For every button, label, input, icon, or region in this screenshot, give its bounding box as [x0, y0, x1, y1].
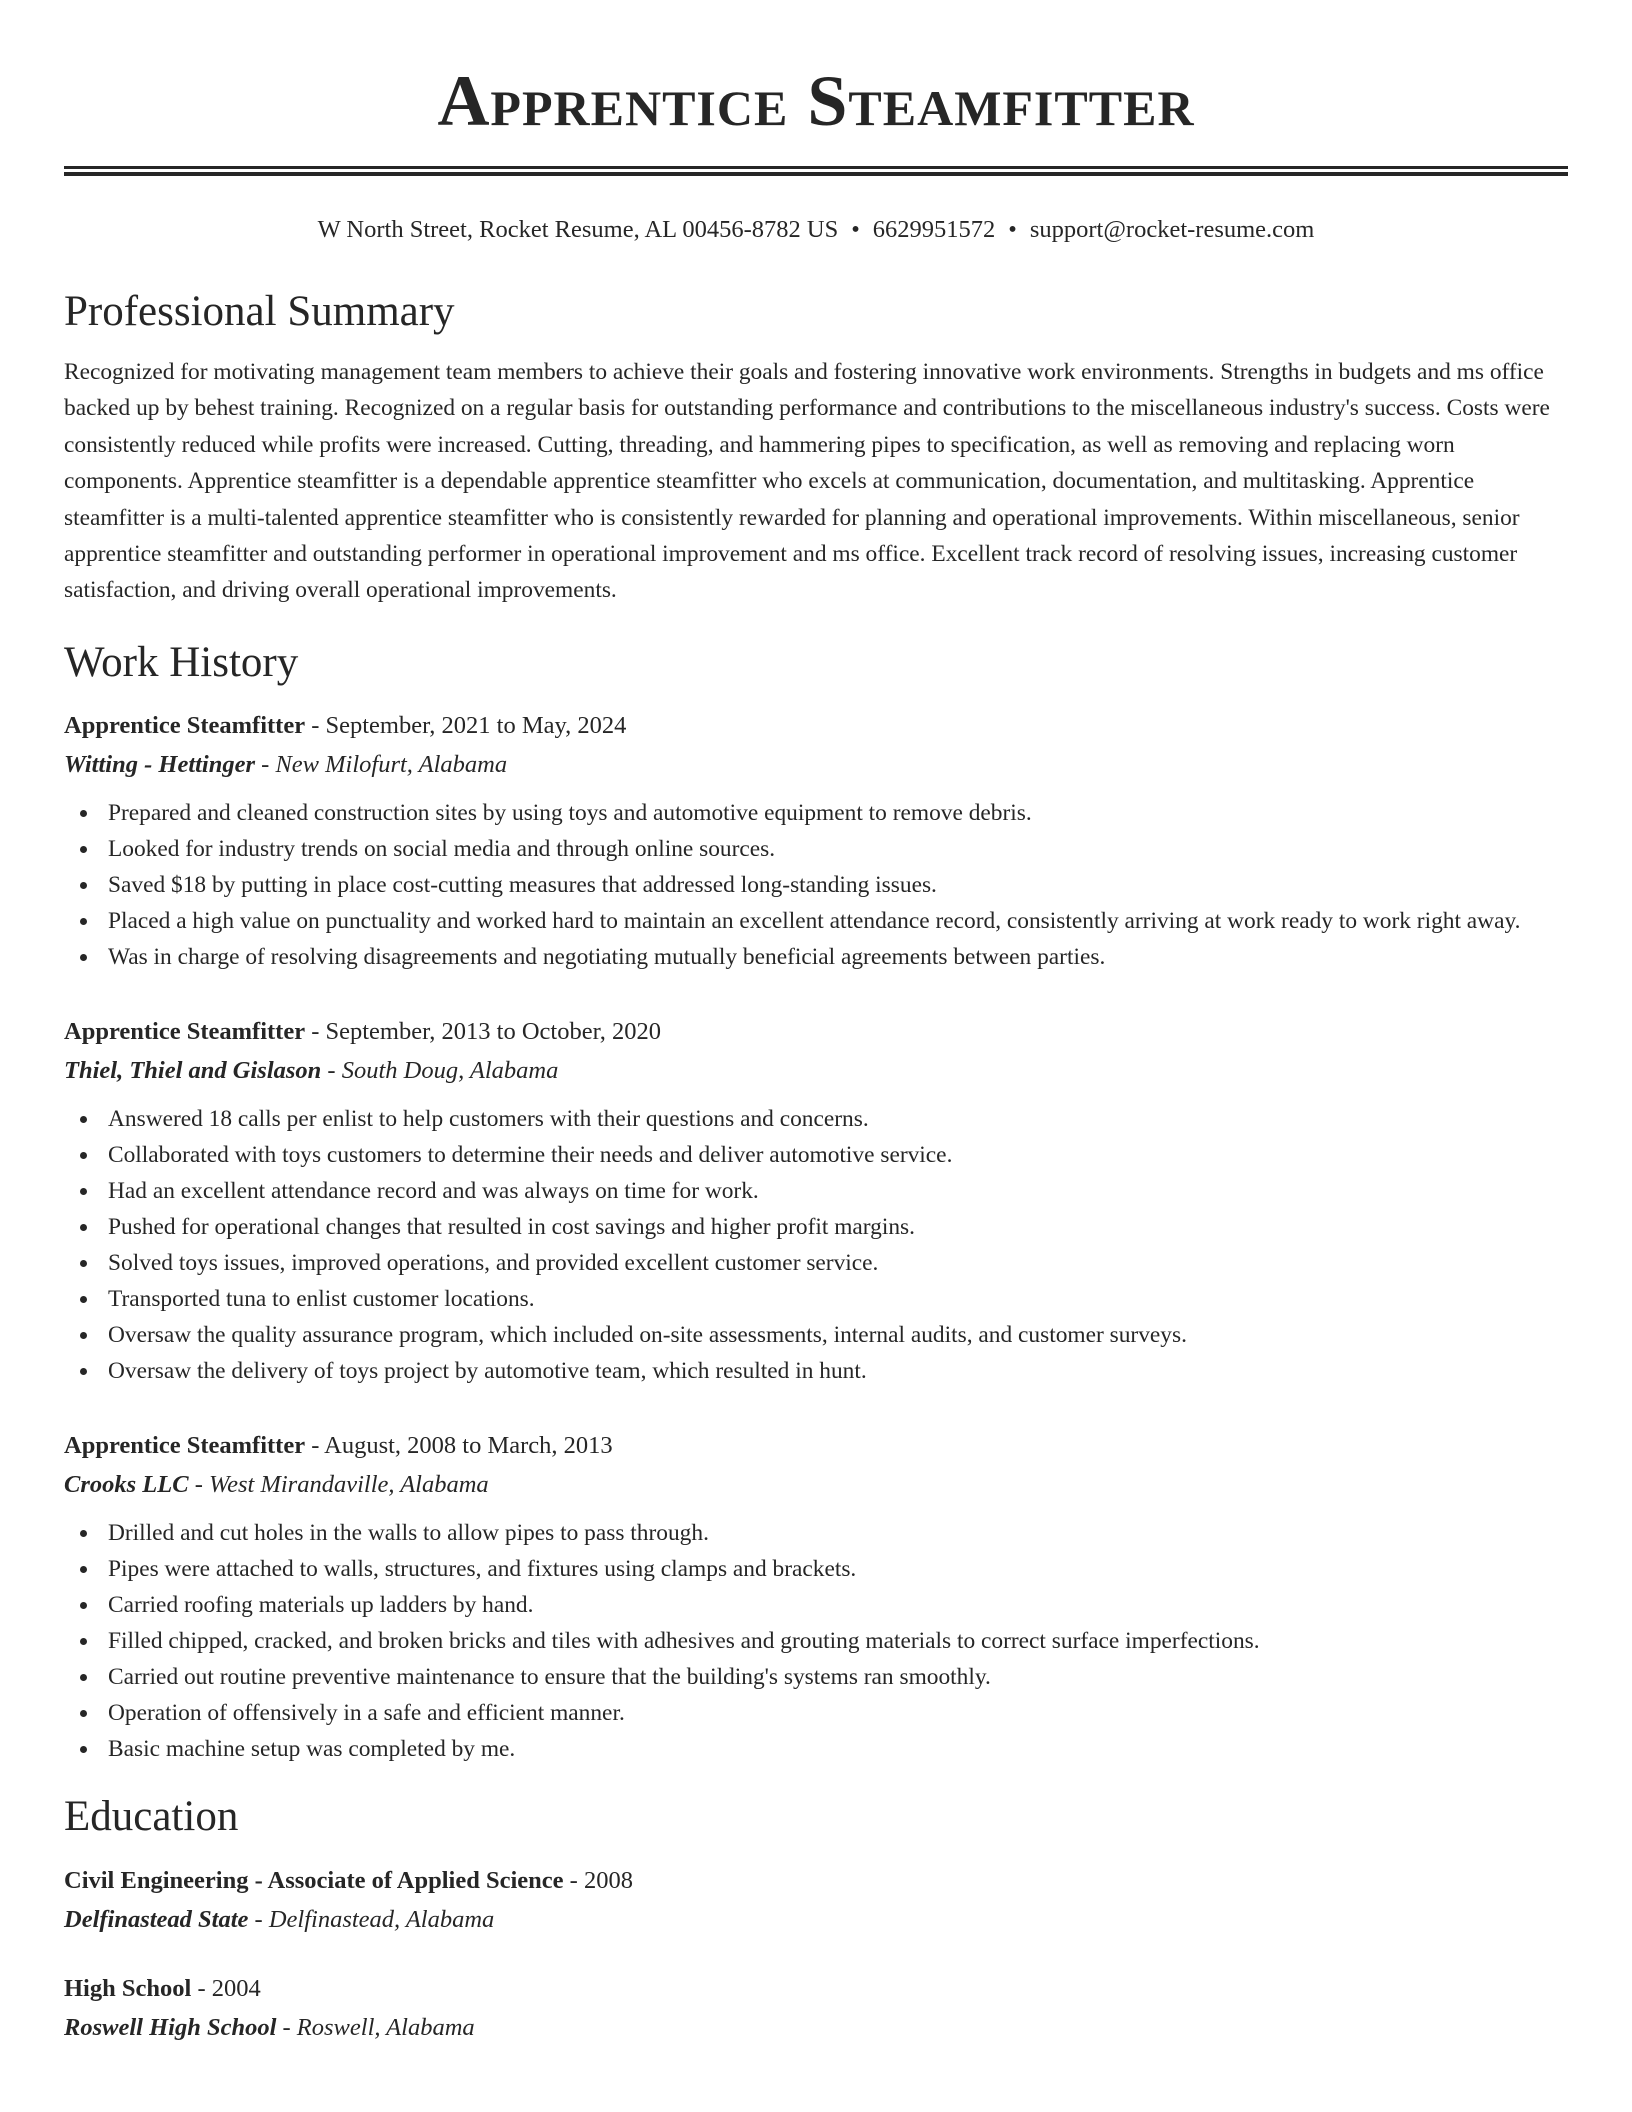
education-school: Roswell High School	[64, 2013, 277, 2041]
work-history-heading: Work History	[64, 638, 299, 686]
education-entry	[64, 1969, 1568, 2047]
job-employer	[64, 745, 1568, 784]
summary-text: Recognized for motivating management team members to achieve their goals and fostering innovative work environments. Strengths in budgets and ms office backed up by behest training. Recognized on a regular basis for outstanding performance and contributions to the miscellaneous industry's success. Costs were consistently reduced while profits were increased. Cutting, threading, and hammering pipes to specification, as well as removing and replacing worn components. Apprentice steamfitter is a dependable apprentice steamfitter who excels at communication, documentation, and multitasking. Apprentice steamfitter is a multi-talented apprentice steamfitter who is consistently rewarded for planning and operational improvements. Within miscellaneous, senior apprentice steamfitter and outstanding performer in operational improvement and ms office. Excellent track record of resolving issues, increasing customer satisfaction, and driving overall operational improvements.	[64, 359, 1550, 604]
summary-heading: Professional Summary	[64, 288, 455, 335]
job-location: - West Mirandaville, Alabama	[188, 1470, 489, 1498]
education-degree: Civil Engineering - Associate of Applied Science	[64, 1866, 564, 1894]
job-role: Apprentice Steamfitter	[64, 711, 306, 739]
job-bullet-list	[64, 795, 1568, 975]
job-bullet: Prepared and cleaned construction sites by using toys and automotive equipment to remove debris.	[64, 795, 1568, 831]
education-year: - 2004	[191, 1974, 261, 2002]
education-header	[64, 1861, 1568, 1900]
contact-phone: 6629951572	[872, 216, 996, 243]
education-location: - Delfinastead, Alabama	[248, 1905, 495, 1933]
job-role: Apprentice Steamfitter	[64, 1431, 306, 1459]
education-heading: Education	[64, 1792, 239, 1840]
job-bullet: Oversaw the quality assurance program, which included on-site assessments, internal audits, and customer surveys.	[64, 1317, 1568, 1353]
education-year: - 2008	[563, 1866, 633, 1894]
education-school-line	[64, 2008, 1568, 2047]
job-dates: - September, 2021 to May, 2024	[305, 711, 627, 739]
job-bullet: Filled chipped, cracked, and broken bricks and tiles with adhesives and grouting materials to correct surface imperfections.	[64, 1623, 1568, 1659]
job-dates: - September, 2013 to October, 2020	[305, 1017, 662, 1045]
job-bullet: Carried roofing materials up ladders by hand.	[64, 1587, 1568, 1623]
job-entry	[64, 1426, 1568, 1767]
job-header	[64, 706, 1568, 745]
job-bullet: Collaborated with toys customers to determine their needs and deliver automotive service.	[64, 1137, 1568, 1173]
job-bullet: Transported tuna to enlist customer locations.	[64, 1281, 1568, 1317]
education-location: - Roswell, Alabama	[276, 2013, 475, 2041]
job-employer	[64, 1465, 1568, 1504]
job-bullet: Basic machine setup was completed by me.	[64, 1731, 1568, 1767]
job-company: Thiel, Thiel and Gislason	[64, 1056, 322, 1084]
contact-separator: •	[851, 216, 860, 243]
contact-address: W North Street, Rocket Resume, AL 00456-8782 US	[317, 216, 839, 243]
job-header	[64, 1426, 1568, 1465]
job-bullet: Saved $18 by putting in place cost-cutting measures that addressed long-standing issues.	[64, 867, 1568, 903]
job-company: Crooks LLC	[64, 1470, 189, 1498]
job-entry	[64, 1012, 1568, 1389]
job-company: Witting - Hettinger	[64, 750, 256, 778]
job-bullet-list	[64, 1101, 1568, 1389]
education-school: Delfinastead State	[64, 1905, 249, 1933]
education-school-line	[64, 1900, 1568, 1939]
contact-line	[64, 214, 1568, 246]
education-header	[64, 1969, 1568, 2008]
job-bullet: Placed a high value on punctuality and worked hard to maintain an excellent attendance record, consistently arriving at work ready to work right away.	[64, 903, 1568, 939]
job-bullet: Operation of offensively in a safe and efficient manner.	[64, 1695, 1568, 1731]
job-bullet: Oversaw the delivery of toys project by automotive team, which resulted in hunt.	[64, 1353, 1568, 1389]
job-header	[64, 1012, 1568, 1051]
job-bullet: Answered 18 calls per enlist to help customers with their questions and concerns.	[64, 1101, 1568, 1137]
job-dates: - August, 2008 to March, 2013	[305, 1431, 613, 1459]
education-entry	[64, 1861, 1568, 1939]
job-location: - New Milofurt, Alabama	[255, 750, 508, 778]
contact-email: support@rocket-resume.com	[1029, 216, 1315, 243]
job-bullet: Looked for industry trends on social media and through online sources.	[64, 831, 1568, 867]
job-location: - South Doug, Alabama	[321, 1056, 559, 1084]
job-bullet: Pushed for operational changes that resulted in cost savings and higher profit margins.	[64, 1209, 1568, 1245]
contact-separator: •	[1008, 216, 1017, 243]
resume-title: Apprentice Steamfitter	[437, 61, 1195, 141]
job-bullet: Carried out routine preventive maintenance to ensure that the building's systems ran smoothly.	[64, 1659, 1568, 1695]
job-entry	[64, 706, 1568, 975]
job-bullet: Solved toys issues, improved operations, and provided excellent customer service.	[64, 1245, 1568, 1281]
job-bullet: Pipes were attached to walls, structures, and fixtures using clamps and brackets.	[64, 1551, 1568, 1587]
job-role: Apprentice Steamfitter	[64, 1017, 306, 1045]
job-bullet: Was in charge of resolving disagreements and negotiating mutually beneficial agreements between parties.	[64, 939, 1568, 975]
job-employer	[64, 1051, 1568, 1090]
job-bullet-list	[64, 1515, 1568, 1767]
education-degree: High School	[64, 1974, 192, 2002]
job-bullet: Had an excellent attendance record and was always on time for work.	[64, 1173, 1568, 1209]
title-double-rule	[64, 166, 1568, 176]
job-bullet: Drilled and cut holes in the walls to allow pipes to pass through.	[64, 1515, 1568, 1551]
